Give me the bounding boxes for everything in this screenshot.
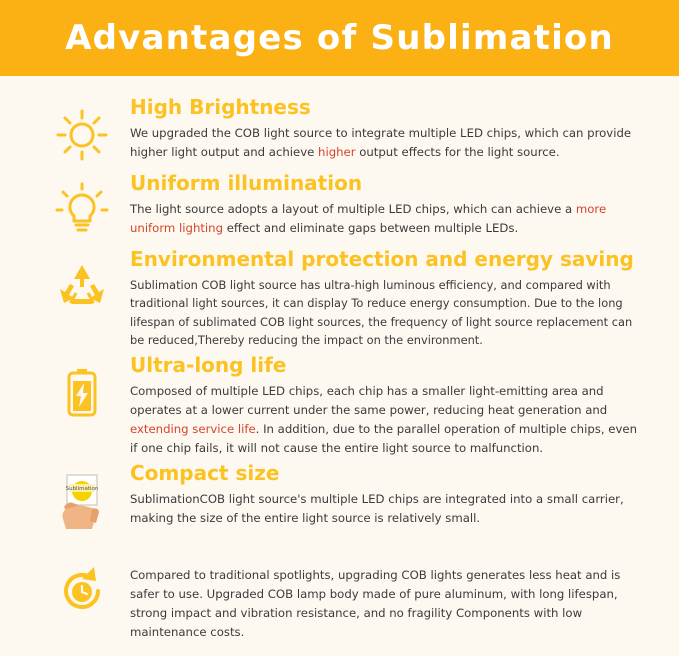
feature-title: Compact size [130, 460, 280, 485]
feature-body [130, 566, 639, 642]
body-part: Sublimation COB light source has ultra-high luminous efficiency, and compared with traditional light sources, it can display To reduce energy consumption. Due to the long lifespan of sublimated COB light sources, the frequency of light source replacement can be reduced,Thereby reducing the impact on the environment. [130, 278, 633, 348]
clock-arrow-icon [49, 558, 115, 624]
feature-title: Uniform illumination [130, 171, 363, 195]
feature-icon-cell [34, 246, 130, 320]
body-part: output effects for the light source. [355, 144, 560, 159]
feature-title: High Brightness [130, 95, 311, 119]
feature-text-cell [130, 550, 645, 642]
feature-icon-cell [34, 460, 130, 534]
feature-item [34, 246, 645, 350]
feature-icon-cell [34, 550, 130, 624]
body-part-highlight: more uniform lighting [130, 202, 607, 235]
features-list [0, 76, 679, 642]
body-part: The light source adopts a layout of multiple LED chips, which can achieve a [130, 202, 576, 216]
body-part: effect and eliminate gaps between multiple LEDs. [223, 220, 519, 235]
page-title: Advantages of Sublimation [65, 18, 614, 58]
feature-text-cell [130, 170, 645, 238]
body-part: Compared to traditional spotlights, upgrading COB lights generates less heat and is safer to use. Upgraded COB lamp body made of pure aluminum, with long lifespan, strong impact and vibration resistance, and no fragility Components with low maintenance costs. [130, 567, 621, 639]
feature-icon-cell [34, 352, 130, 426]
feature-body [130, 382, 639, 458]
body-part: We upgraded the COB light source to integrate multiple LED chips, which can provide higher light output and achieve [130, 126, 632, 159]
feature-body [130, 490, 639, 528]
body-part-highlight: higher [318, 144, 356, 159]
body-part: Composed of multiple LED chips, each chip has a smaller light-emitting area and operates at a lower current under the same power, reducing heat generation and [130, 383, 608, 417]
lightbulb-icon [49, 178, 115, 244]
hand-holding-cob-icon [49, 468, 115, 534]
feature-text-cell [130, 352, 645, 458]
svg-text:Sublimation: Sublimation [65, 485, 99, 492]
feature-item [34, 352, 645, 458]
feature-item [34, 460, 645, 534]
feature-icon-cell [34, 94, 130, 168]
feature-item [34, 94, 645, 168]
recycle-icon [49, 254, 115, 320]
feature-icon-cell [34, 170, 130, 244]
feature-body [130, 276, 639, 350]
feature-text-cell [130, 94, 645, 162]
feature-body [130, 200, 639, 238]
sun-icon [49, 102, 115, 168]
body-part: SublimationCOB light source's multiple LED chips are integrated into a small carrier, making the size of the entire light source is relatively small. [130, 491, 624, 525]
body-part: . In addition, due to the parallel operation of multiple chips, even if one chip fails, it will not cause the entire light source to malfunction. [130, 421, 637, 455]
feature-title: Ultra-long life [130, 352, 287, 377]
feature-item [34, 550, 645, 642]
feature-body [130, 124, 639, 162]
feature-item [34, 170, 645, 244]
feature-text-cell [130, 460, 645, 528]
header-banner [0, 0, 679, 76]
feature-text-cell [130, 246, 645, 350]
feature-title: Environmental protection and energy saving [130, 247, 634, 271]
body-part-highlight: extending service life [130, 421, 256, 436]
battery-charge-icon [49, 360, 115, 426]
